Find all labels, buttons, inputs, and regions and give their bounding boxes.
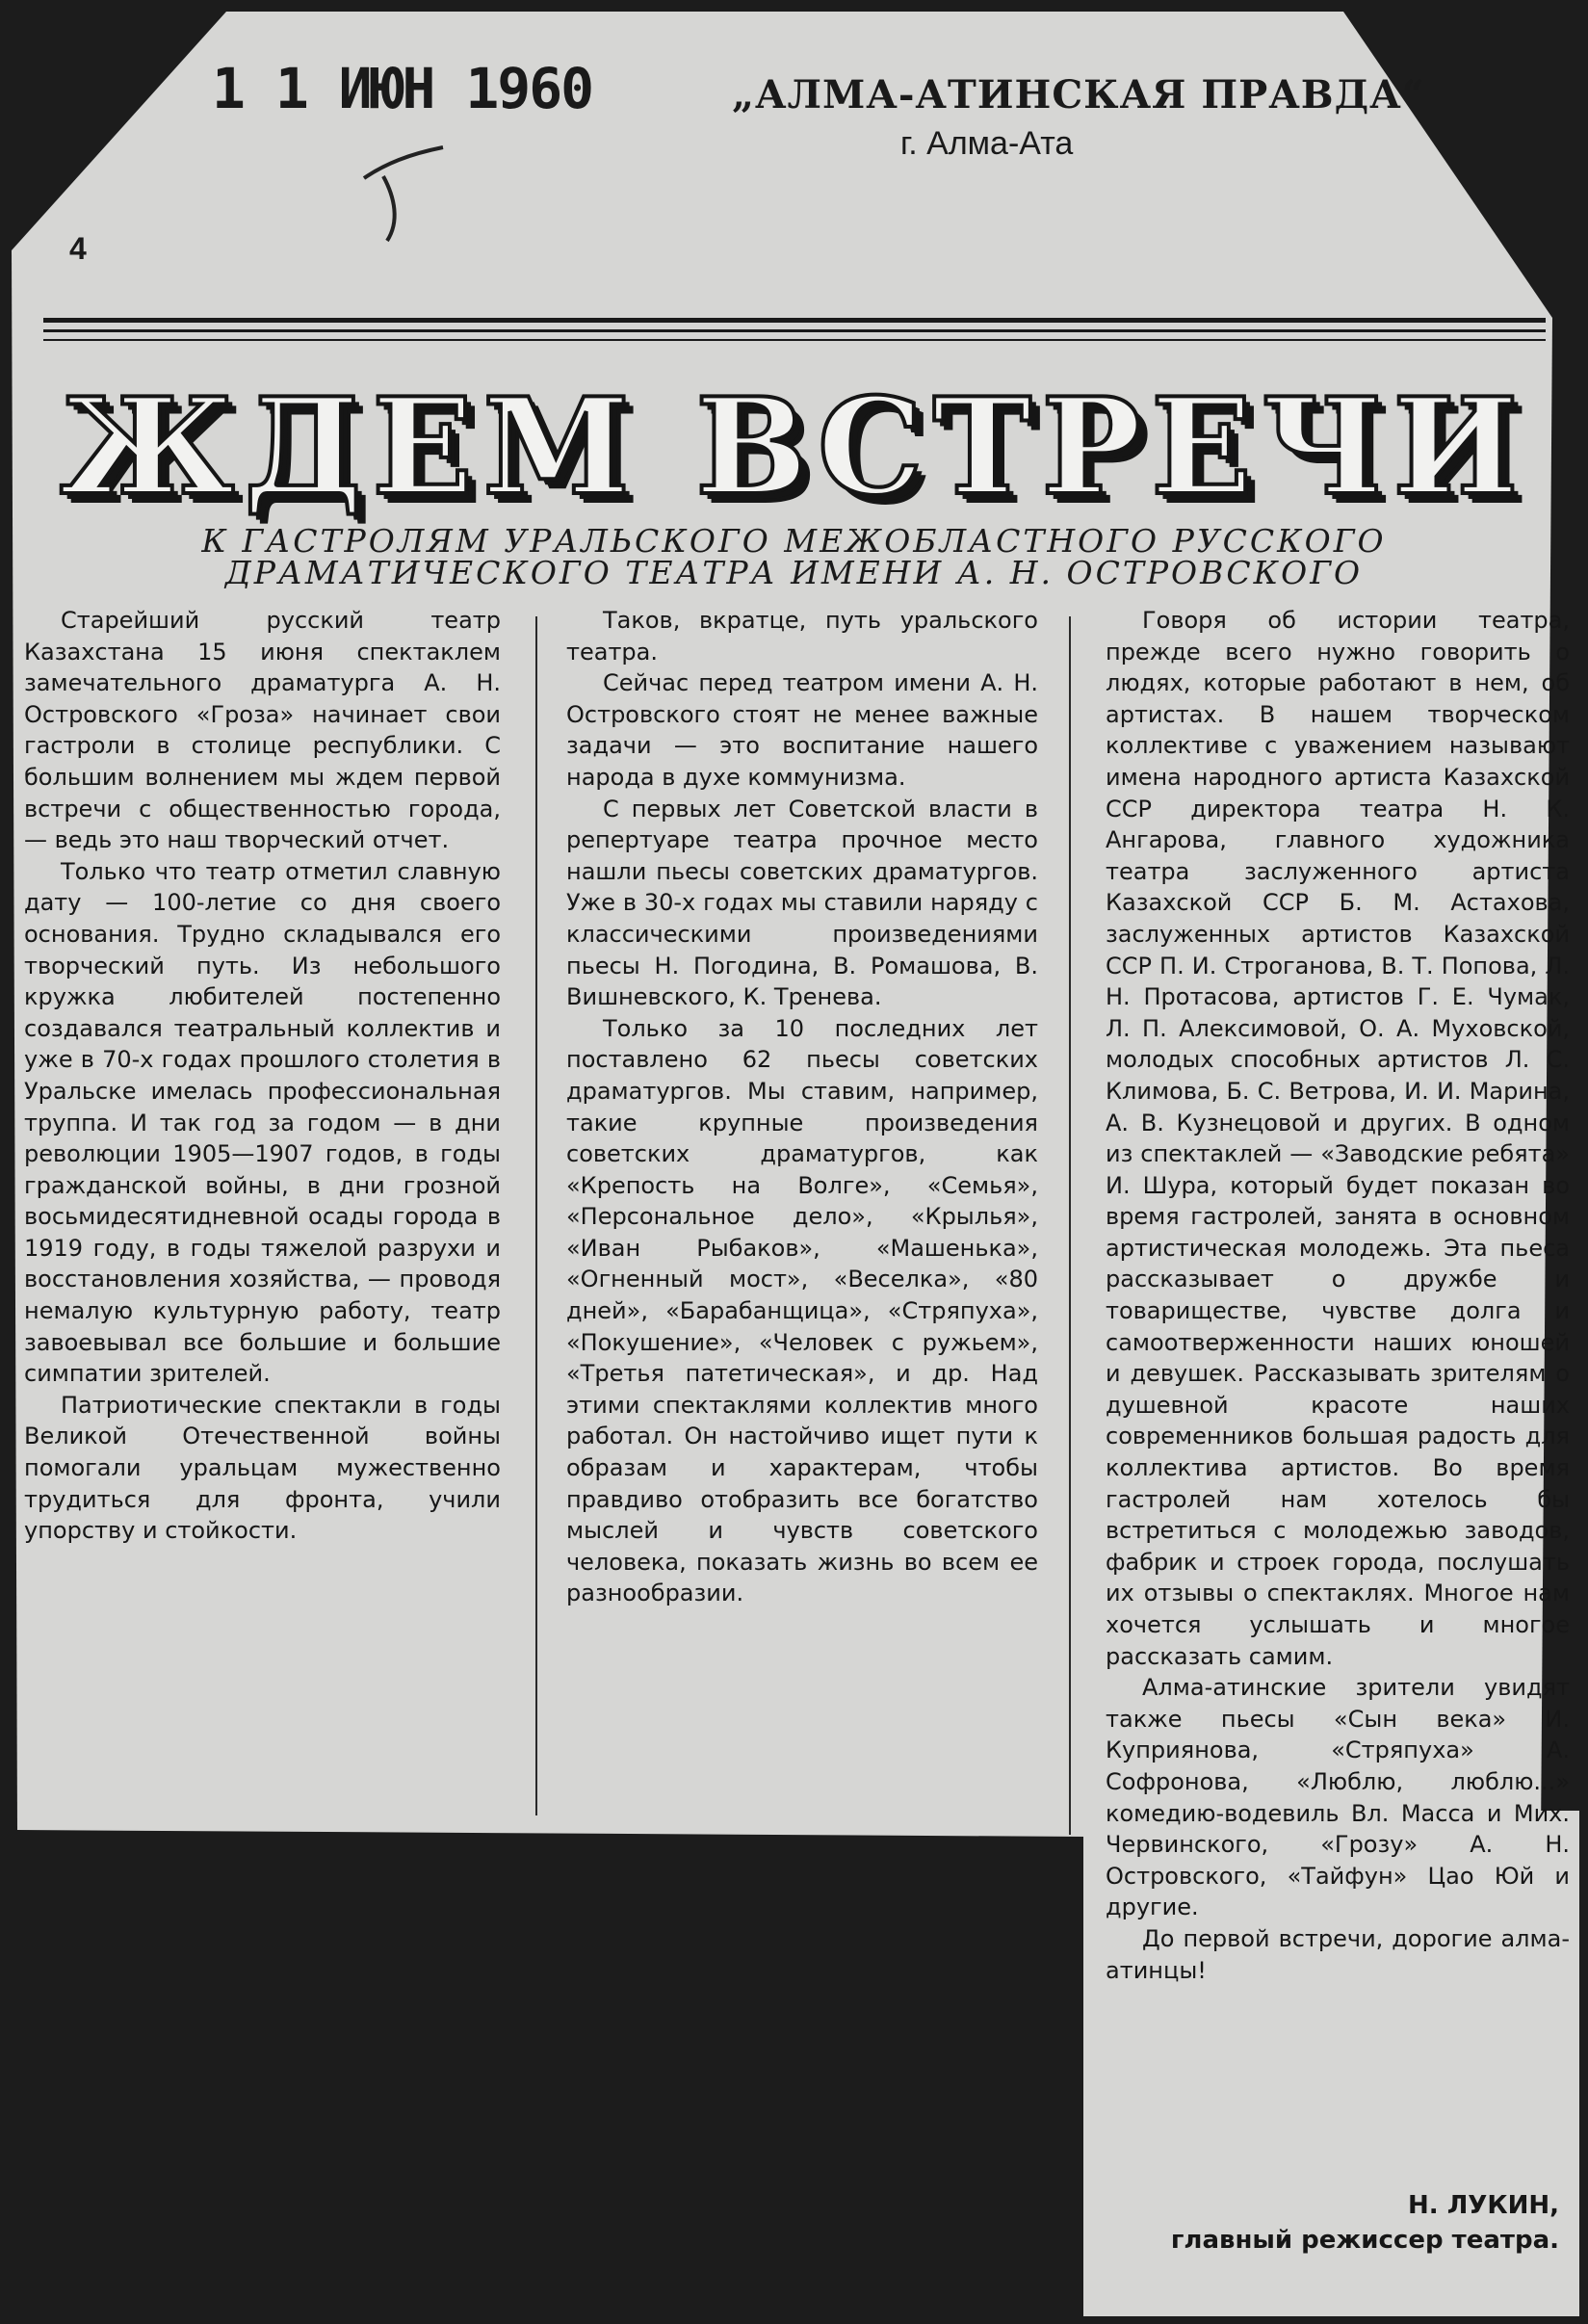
column-divider (1069, 616, 1071, 1835)
paragraph: До первой встречи, дорогие алма-атинцы! (1106, 1924, 1570, 1984)
paragraph: Патриотические спектакли в годы Великой Отечественной войны помогали уральцам мужественно трудиться для фронта, учили упорству и стойкости. (24, 1391, 501, 1545)
paragraph: Сейчас перед театром имени А. Н. Островского стоят не менее важные задачи — это воспитание нашего народа в духе коммунизма. (566, 669, 1038, 791)
article-column-3 (1106, 605, 1570, 1986)
article-subhead: К ГАСТРОЛЯМ УРАЛЬСКОГО МЕЖОБЛАСТНОГО РУССКОГО (201, 522, 1387, 560)
paragraph: Только за 10 последних лет поставлено 62 пьесы советских драматургов. Мы ставим, например, такие крупные произведения советских драматургов, как «Крепость на Волге», «Семья», «Персональное дело», «Крылья», «Иван Рыбаков», «Машенька», «Огненный мост», «Веселка», «80 дней», «Барабанщица», «Стряпуха», «Покушение», «Человек с ружьем», «Третья патетическая», и др. Над этими спектаклями коллектив много работал. Он настойчиво ищет пути к образам и характерам, чтобы правдиво отобразить все богатство мыслей и чувств советского человека, показать жизнь во всем ее разнообразии. (566, 1014, 1038, 1607)
pencil-mark-icon (356, 140, 453, 246)
paragraph: Таков, вкратце, путь уральского театра. (566, 607, 1038, 666)
paragraph: С первых лет Советской власти в репертуаре театра прочное место нашли пьесы советских драматургов. Уже в 30-х годах мы ставили наряду с классическими произведениями пьесы Н. Погодина, В. Ромашова, В. Вишневского, К. Тренева. (566, 795, 1038, 1011)
article-column-1 (24, 605, 501, 1547)
paragraph: Алма-атинские зрители увидят также пьесы «Сын века» И. Куприянова, «Стряпуха» А. Софронова, «Люблю, люблю...» комедию-водевиль Вл. Масса и Мих. Червинского, «Грозу» А. Н. Островского, «Тайфун» Цао Юй и другие. (1106, 1674, 1570, 1921)
paragraph: Говоря об истории театра, прежде всего нужно говорить о людях, которые работают в нем, об артистах. В нашем творческом коллективе с уважением называют имена народного артиста Казахской ССР директора театра Н. К. Ангарова, главного художника театра заслуженного артиста Казахской ССР Б. М. Астахова, заслуженных артистов Казахской ССР П. И. Строганова, В. Т. Попова, Л. Н. Протасова, артистов Г. Е. Чумак, Л. П. Алексимовой, О. А. Муховской, молодых способных артистов Л. С. Климова, Б. С. Ветрова, И. И. Марина, А. В. Кузнецовой и других. В одном из спектаклей — «Заводские ребята» И. Шура, который будет показан во время гастролей, занята в основном артистическая молодежь. Эта пьеса рассказывает о дружбе и товариществе, чувстве долга и самоотверженности наших юношей и девушек. Рассказывать зрителям о душевной красоте наших современников большая радость для коллектива артистов. Во время гастролей нам хотелось бы встретиться с молодежью заводов, фабрик и строек города, послушать их отзывы о спектаклях. Многое нам хочется услышать и многое рассказать самим. (1106, 607, 1570, 1670)
date-stamp: 1 1 ИЮН 1960 (212, 56, 593, 121)
column-divider (535, 616, 537, 1815)
header-rule (43, 329, 1546, 332)
article-column-2 (566, 605, 1038, 1609)
paragraph: Только что театр отметил славную дату — 100-летие со дня своего основания. Трудно складывался его творческий путь. Из небольшого кружка любителей постепенно создавался театральный коллектив и уже в 70-х годах прошлого столетия в Уральске имелась профессиональная труппа. И так год за годом — в дни революции 1905—1907 годов, в годы гражданской войны, в дни грозной восьмидесятидневной осады города в 1919 году, в годы тяжелой разрухи и восстановления хозяйства, — проводя немалую культурную работу, театр завоевывал все большие и большие симпатии зрителей. (24, 857, 501, 1388)
author-name: Н. ЛУКИН, (1408, 2191, 1559, 2220)
header-rule (43, 339, 1546, 341)
newspaper-city: г. Алма-Ата (900, 125, 1074, 162)
header-rule (43, 318, 1546, 323)
paragraph: Старейший русский театр Казахстана 15 июня спектаклем замечательного драматурга А. Н. Островского «Гроза» начинает свои гастроли в столице республики. С большим волнением мы ждем первой встречи с общественностью города, — ведь это наш творческий отчет. (24, 607, 501, 854)
author-title: главный режиссер театра. (1170, 2226, 1559, 2255)
article-subhead: ДРАМАТИЧЕСКОГО ТЕАТРА ИМЕНИ А. Н. ОСТРОВСКОГО (224, 554, 1364, 591)
newspaper-name: „АЛМА-АТИНСКАЯ ПРАВДА“ (732, 72, 1425, 118)
page-number: 4 (69, 231, 87, 266)
article-signature (1171, 2188, 1559, 2258)
article-headline: ЖДЕМ ВСТРЕЧИ (60, 368, 1528, 525)
